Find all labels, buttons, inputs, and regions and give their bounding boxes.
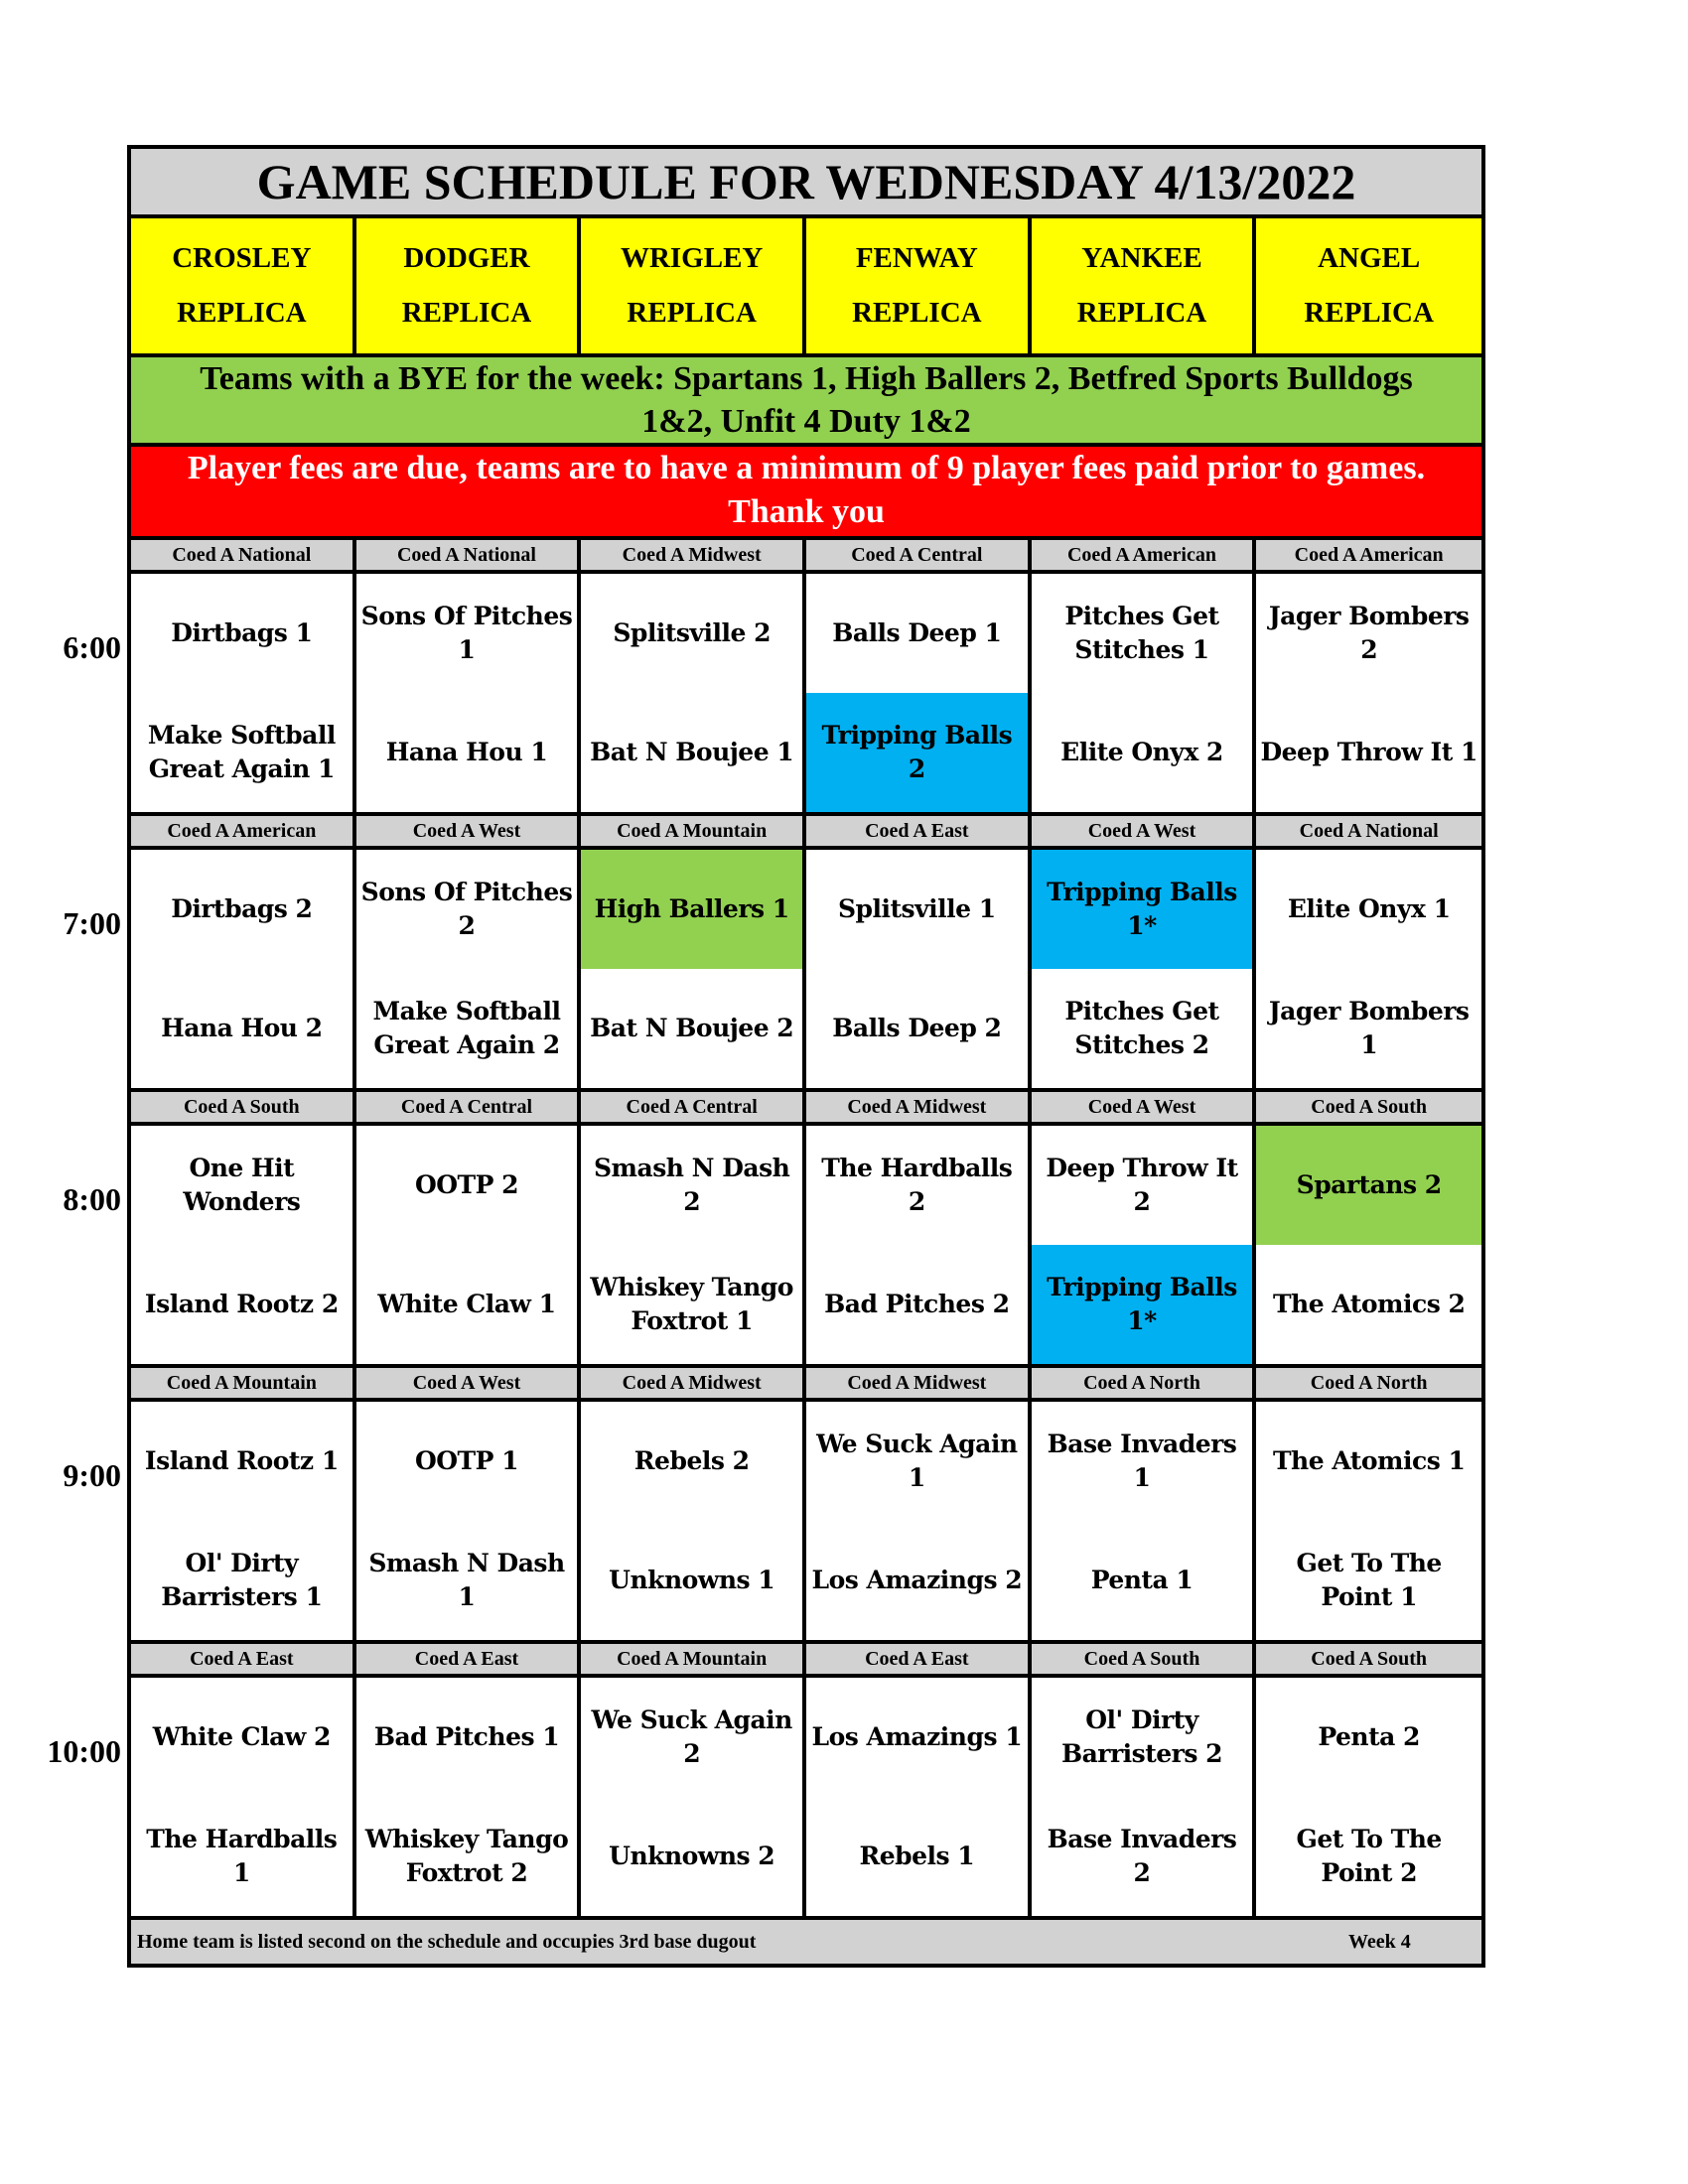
game-cell [356, 1126, 582, 1364]
home-team: Make Softball Great Again 2 [372, 997, 561, 1059]
division-label: Coed A American [1032, 540, 1257, 570]
division-label: Coed A Midwest [581, 540, 806, 570]
game-slot-row [63, 850, 1481, 1092]
game-cell [581, 1678, 806, 1916]
field-header [131, 218, 356, 353]
division-label: Coed A National [1299, 820, 1439, 842]
division-label: Coed A Central [806, 540, 1032, 570]
game-cell [1256, 850, 1481, 1088]
away-team: Bad Pitches 1 [373, 1722, 560, 1751]
home-team: Island Rootz 2 [144, 1290, 339, 1318]
home-team: Whiskey Tango Foxtrot 2 [364, 1825, 569, 1887]
away-team: Base Invaders 1 [1047, 1430, 1237, 1492]
away-team: Splitsville 2 [613, 618, 771, 647]
away-team: White Claw 2 [152, 1722, 331, 1751]
division-label: Coed A West [356, 1368, 582, 1398]
field-sub: REPLICA [1076, 297, 1207, 329]
game-slot-row [63, 1402, 1481, 1644]
home-team: Ol' Dirty Barristers 1 [161, 1549, 323, 1611]
away-team: Splitsville 1 [837, 894, 996, 923]
game-cell [131, 574, 356, 812]
game-cell [1032, 1402, 1257, 1640]
division-label: Coed A South [1311, 1096, 1428, 1118]
game-cell [356, 574, 582, 812]
division-label: Coed A American [131, 816, 356, 846]
division-label: Coed A North [1032, 1368, 1257, 1398]
game-cell [1032, 850, 1257, 1088]
field-header-row [131, 218, 1481, 357]
away-team: OOTP 1 [414, 1446, 519, 1475]
footer [131, 1920, 1481, 1964]
game-cell [1256, 1402, 1481, 1640]
game-cell [356, 850, 582, 1088]
field-name: DODGER [403, 242, 530, 274]
away-team: Jager Bombers 2 [1268, 602, 1470, 664]
home-team: The Atomics 2 [1272, 1290, 1466, 1318]
away-team: OOTP 2 [414, 1170, 519, 1199]
division-row [131, 540, 1481, 574]
away-team: Ol' Dirty Barristers 2 [1060, 1706, 1223, 1768]
game-slot-row [63, 1126, 1481, 1368]
away-team: Sons Of Pitches 2 [360, 878, 573, 940]
field-sub: REPLICA [1304, 297, 1434, 329]
home-team: Make Softball Great Again 1 [147, 721, 336, 783]
game-cell [1256, 1126, 1481, 1364]
away-team: Los Amazings 1 [811, 1722, 1023, 1751]
away-team: Dirtbags 1 [171, 618, 313, 647]
away-team: The Hardballs 2 [821, 1154, 1013, 1216]
away-team: Smash N Dash 2 [593, 1154, 790, 1216]
home-team: Hana Hou 2 [161, 1014, 323, 1042]
division-label: Coed A Midwest [581, 1368, 806, 1398]
home-team: Get To The Point 2 [1296, 1825, 1442, 1887]
fees-banner-line: Thank you [728, 493, 885, 530]
time-label: 6:00 [63, 629, 121, 665]
division-row [131, 1092, 1481, 1126]
division-label: Coed A Midwest [806, 1092, 1032, 1122]
home-team: Elite Onyx 2 [1060, 738, 1223, 766]
game-cell [806, 850, 1032, 1088]
home-team: Rebels 1 [859, 1842, 975, 1870]
division-label: Coed A American [1294, 544, 1444, 566]
home-team: Base Invaders 2 [1047, 1825, 1237, 1887]
game-cell [131, 850, 356, 1088]
field-header [1256, 218, 1481, 353]
division-label: Coed A East [806, 1644, 1032, 1674]
division-label: Coed A Mountain [581, 816, 806, 846]
field-name: YANKEE [1081, 242, 1202, 274]
home-team: Balls Deep 2 [832, 1014, 1002, 1042]
game-cell [806, 1678, 1032, 1916]
game-cell [1032, 1126, 1257, 1364]
home-team: Deep Throw It 1 [1260, 738, 1477, 766]
field-header [356, 218, 582, 353]
division-label: Coed A East [806, 816, 1032, 846]
time-label: 8:00 [63, 1181, 121, 1217]
game-cell [581, 1402, 806, 1640]
home-team: Bad Pitches 2 [824, 1290, 1010, 1318]
game-cell [581, 574, 806, 812]
game-cell [581, 850, 806, 1088]
game-slot-row [63, 574, 1481, 816]
time-slots [47, 540, 1481, 1920]
field-sub: REPLICA [627, 297, 757, 329]
division-label: Coed A West [1032, 1092, 1257, 1122]
division-label: Coed A Mountain [581, 1644, 806, 1674]
schedule-table [47, 145, 1485, 1968]
division-label: Coed A Central [581, 1092, 806, 1122]
home-team: Whiskey Tango Foxtrot 1 [590, 1273, 793, 1335]
away-team: One Hit Wonders [183, 1154, 301, 1216]
field-header [1032, 218, 1257, 353]
division-label: Coed A West [1032, 816, 1257, 846]
page-title: GAME SCHEDULE FOR WEDNESDAY 4/13/2022 [131, 149, 1481, 218]
away-team: Island Rootz 1 [144, 1446, 339, 1475]
home-team: Bat N Boujee 1 [590, 738, 794, 766]
field-name: ANGEL [1318, 242, 1421, 274]
field-name: CROSLEY [172, 242, 312, 274]
field-name: WRIGLEY [620, 242, 764, 274]
home-team-note: Home team is listed second on the schedule and occupies 3rd base dugout [137, 1931, 757, 1953]
away-team: Dirtbags 2 [171, 894, 313, 923]
home-team: Tripping Balls 2 [806, 693, 1028, 812]
game-cell [1256, 574, 1481, 812]
time-label: 10:00 [47, 1733, 121, 1769]
field-name: FENWAY [855, 242, 978, 274]
time-label: 7:00 [63, 905, 121, 941]
game-cell [356, 1402, 582, 1640]
game-cell [1256, 1678, 1481, 1916]
away-team: Sons Of Pitches 1 [360, 602, 573, 664]
away-team: Balls Deep 1 [832, 618, 1002, 647]
division-label: Coed A National [131, 540, 356, 570]
game-cell [806, 574, 1032, 812]
division-label: Coed A Central [356, 1092, 582, 1122]
game-cell [806, 1126, 1032, 1364]
away-team: Tripping Balls 1* [1032, 850, 1253, 969]
division-label: Coed A West [356, 816, 582, 846]
away-team: The Atomics 1 [1272, 1446, 1466, 1475]
home-team: Get To The Point 1 [1296, 1549, 1442, 1611]
home-team: Los Amazings 2 [811, 1566, 1023, 1594]
home-team: White Claw 1 [377, 1290, 556, 1318]
division-label: Coed A Mountain [131, 1368, 356, 1398]
game-cell [581, 1126, 806, 1364]
home-team: Pitches Get Stitches 2 [1064, 997, 1219, 1059]
time-label: 9:00 [63, 1457, 121, 1493]
division-label: Coed A South [131, 1092, 356, 1122]
division-row [131, 816, 1481, 850]
fees-banner [131, 447, 1481, 540]
division-label: Coed A South [1032, 1644, 1257, 1674]
division-label: Coed A East [356, 1644, 582, 1674]
game-cell [131, 1402, 356, 1640]
away-team: Deep Throw It 2 [1046, 1154, 1238, 1216]
away-team: Spartans 2 [1256, 1126, 1481, 1245]
field-sub: REPLICA [401, 297, 532, 329]
home-team: The Hardballs 1 [146, 1825, 338, 1887]
away-team: We Suck Again 1 [816, 1430, 1018, 1492]
away-team: Pitches Get Stitches 1 [1064, 602, 1219, 664]
division-label: Coed A South [1311, 1648, 1428, 1670]
fees-banner-line: Player fees are due, teams are to have a minimum of 9 player fees paid prior to games. [187, 450, 1426, 486]
home-team: Bat N Boujee 2 [590, 1014, 794, 1042]
week-label: Week 4 [1348, 1931, 1411, 1953]
field-header [806, 218, 1032, 353]
division-label: Coed A Midwest [806, 1368, 1032, 1398]
home-team: Tripping Balls 1* [1032, 1245, 1253, 1364]
field-header [581, 218, 806, 353]
field-sub: REPLICA [852, 297, 982, 329]
home-team: Hana Hou 1 [385, 738, 548, 766]
home-team: Unknowns 1 [609, 1566, 775, 1594]
home-team: Jager Bombers 1 [1268, 997, 1470, 1059]
game-cell [1032, 574, 1257, 812]
away-team: Elite Onyx 1 [1287, 894, 1451, 923]
field-sub: REPLICA [177, 297, 307, 329]
division-label: Coed A North [1310, 1372, 1428, 1394]
game-cell [356, 1678, 582, 1916]
division-label: Coed A East [131, 1644, 356, 1674]
division-row [131, 1644, 1481, 1678]
away-team: High Ballers 1 [581, 850, 802, 969]
division-label: Coed A National [356, 540, 582, 570]
bye-banner [131, 357, 1481, 447]
home-team: Smash N Dash 1 [368, 1549, 565, 1611]
away-team: Rebels 2 [633, 1446, 750, 1475]
home-team: Unknowns 2 [609, 1842, 775, 1870]
bye-banner-line: 1&2, Unfit 4 Duty 1&2 [641, 403, 971, 440]
division-row [131, 1368, 1481, 1402]
bye-banner-line: Teams with a BYE for the week: Spartans 1, High Ballers 2, Betfred Sports Bulldogs [200, 360, 1413, 397]
game-slot-row [47, 1678, 1481, 1920]
game-cell [131, 1678, 356, 1916]
away-team: Penta 2 [1318, 1722, 1420, 1751]
game-cell [1032, 1678, 1257, 1916]
home-team: Penta 1 [1090, 1566, 1194, 1594]
game-cell [131, 1126, 356, 1364]
away-team: We Suck Again 2 [591, 1706, 792, 1768]
game-cell [806, 1402, 1032, 1640]
